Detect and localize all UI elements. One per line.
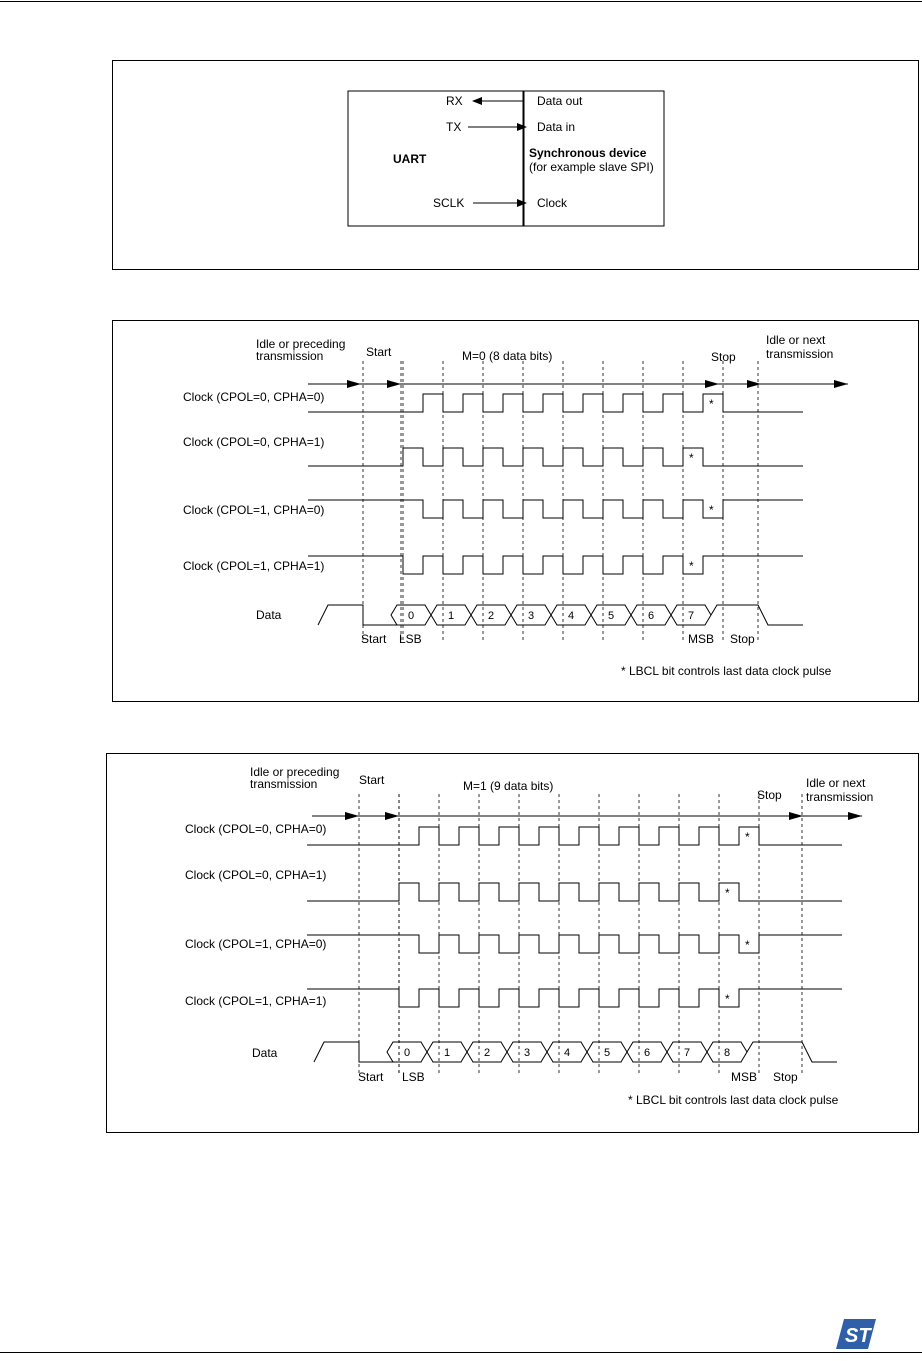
st-logo [836,1319,876,1349]
frame-arrow-head [345,812,359,820]
clock-waveform [308,500,803,518]
lsb-label: LSB [399,632,422,646]
mode-label: M=0 (8 data bits) [462,349,553,363]
data-bit-label: 6 [643,1047,651,1059]
data-bit-label: 0 [403,1047,411,1059]
idle-label-line1: Idle or preceding [250,765,340,779]
data-label: Data [252,1046,278,1060]
data-label: Data [256,608,282,622]
frame-arrow-head [387,380,401,388]
lbcl-star: * [745,830,750,844]
lbcl-star: * [689,559,694,573]
next-label-line2: transmission [766,347,834,361]
data-out-label: Data out [537,94,583,108]
start-label: Start [366,345,392,359]
clock-label-cpol1-cpha0: Clock (CPOL=1, CPHA=0) [183,503,325,517]
sync-device-label: Synchronous device [529,146,647,160]
lbcl-star: * [725,886,730,900]
next-label-line2: transmission [806,790,874,804]
header-rule [0,1,922,2]
stop-label: Stop [757,788,782,802]
msb-label: MSB [688,632,715,646]
uart-connection-diagram [113,61,918,269]
tx-label: TX [446,120,462,134]
lbcl-star: * [709,397,714,411]
clock-label-cpol1-cpha1: Clock (CPOL=1, CPHA=1) [185,994,327,1008]
mode-label: M=1 (9 data bits) [463,779,554,793]
data-in-label: Data in [537,120,576,134]
clock-label-cpol0-cpha0: Clock (CPOL=0, CPHA=0) [183,390,325,404]
clock-label-cpol1-cpha0: Clock (CPOL=1, CPHA=0) [185,937,327,951]
figure-timing-m0 [112,320,919,702]
data-bit-label: 1 [443,1047,451,1059]
clock-waveform [308,394,803,412]
footer-rule [0,1352,922,1353]
idle-label-line1: Idle or preceding [256,337,346,351]
start-label: Start [359,773,385,787]
data-bit-label: 5 [607,610,615,622]
clock-label: Clock [537,196,568,210]
data-bit-label: 7 [683,1047,691,1059]
data-bit-label: 5 [603,1047,611,1059]
st-logo-text: ST [845,1325,871,1347]
data-bit-label: 0 [407,610,415,622]
lbcl-note: * LBCL bit controls last data clock pulse [628,1093,839,1107]
figure-uart-connection [112,60,919,270]
clock-label-cpol0-cpha1: Clock (CPOL=0, CPHA=1) [183,435,325,449]
frame-arrow-head [789,812,803,820]
next-label-line1: Idle or next [806,776,866,790]
clock-waveform [307,883,842,901]
clock-waveform [308,448,803,466]
frame-arrow-head [705,380,719,388]
uart-label: UART [393,152,427,166]
frame-arrow-head [848,812,862,820]
clock-waveform [307,989,842,1007]
clock-label-cpol1-cpha1: Clock (CPOL=1, CPHA=1) [183,559,325,573]
data-bit-label: 6 [647,610,655,622]
start-bottom-label: Start [361,632,387,646]
timing-diagram-m1 [107,754,918,1132]
data-bit-label: 4 [563,1047,571,1059]
stop-bottom-label: Stop [773,1070,798,1084]
frame-arrow-head [347,380,361,388]
data-stop-waveform [747,1042,837,1062]
start-bottom-label: Start [358,1070,384,1084]
data-start-waveform [314,1042,399,1062]
clock-label-cpol0-cpha0: Clock (CPOL=0, CPHA=0) [185,822,327,836]
data-bit-label: 8 [723,1047,731,1059]
lbcl-star: * [725,992,730,1006]
idle-label-line2: transmission [250,777,318,791]
clock-label-cpol0-cpha1: Clock (CPOL=0, CPHA=1) [185,868,327,882]
data-bit-label: 3 [523,1047,531,1059]
data-bit-label: 3 [527,610,535,622]
timing-diagram-m0 [113,321,918,701]
stop-label: Stop [711,350,736,364]
lbcl-star: * [745,938,750,952]
lsb-label: LSB [402,1070,425,1084]
data-stop-waveform [711,605,803,625]
frame-arrow-head [385,812,399,820]
frame-arrow-head [834,380,848,388]
data-bit-label: 2 [483,1047,491,1059]
msb-label: MSB [731,1070,758,1084]
stop-bottom-label: Stop [730,632,755,646]
data-bit-label: 7 [687,610,695,622]
sync-example-label: (for example slave SPI) [529,160,654,174]
clock-waveform [307,935,842,953]
lbcl-star: * [709,503,714,517]
data-start-waveform [318,605,401,625]
lbcl-note: * LBCL bit controls last data clock pulse [621,664,832,678]
idle-label-line2: transmission [256,349,324,363]
frame-arrow-head [747,380,761,388]
data-bit-label: 4 [567,610,575,622]
lbcl-star: * [689,451,694,465]
data-bit-label: 2 [487,610,495,622]
figure-timing-m1 [106,753,919,1133]
data-bit-label: 1 [447,610,455,622]
rx-label: RX [446,94,463,108]
clock-waveform [307,827,842,845]
next-label-line1: Idle or next [766,333,826,347]
sclk-label: SCLK [433,196,465,210]
clock-waveform [308,556,803,574]
